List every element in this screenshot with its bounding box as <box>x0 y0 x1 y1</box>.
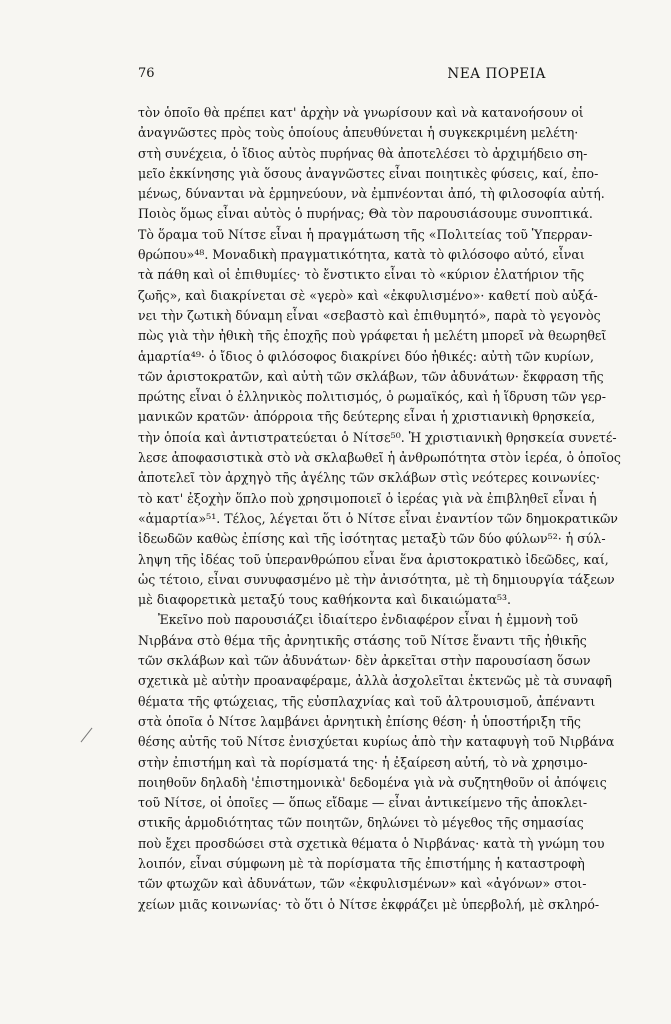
text-line: στὴ συνέχεια, ὁ ἴδιος αὐτὸς πυρήνας θὰ ἀποτελέσει τὸ ἀρχιμήδειο ση- <box>138 145 588 161</box>
text-line: Ποιὸς ὅμως εἶναι αὐτὸς ὁ πυρήνας; Θὰ τὸν παρουσιάσουμε συνοπτικά. <box>138 206 593 222</box>
text-line: τὴν ὁποία καὶ ἀντιστρατεύεται ὁ Νίτσε⁵⁰. Ἡ χριστιανικὴ θρησκεία συνετέ- <box>138 429 617 445</box>
text-line: τῶν σκλάβων καὶ τῶν ἀδυνάτων· δὲν ἀρκεῖται στὴν παρουσίαση ὅσων <box>138 653 591 669</box>
text-line: τῶν φτωχῶν καὶ ἀδυνάτων, τῶν «ἐκφυλισμένων» καὶ «ἀγόνων» στοι- <box>138 876 587 892</box>
text-line: χείων μιᾶς κοινωνίας· τὸ ὅτι ὁ Νίτσε ἐκφράζει μὲ ὑπερβολή, μὲ σκληρό- <box>138 896 600 912</box>
text-line: νει τὴν ζωτικὴ δύναμη εἶναι «σεβαστὸ καὶ ἐπιθυμητό», παρὰ τὸ γεγονὸς <box>138 307 601 323</box>
body-text <box>138 103 621 915</box>
page-header <box>138 66 546 86</box>
text-line: θέσης αὐτῆς τοῦ Νίτσε ἐνισχύεται κυρίως ἀπὸ τὴν καταφυγὴ τοῦ Νιρβάνα <box>138 734 615 750</box>
text-line: τὸ κατ' ἐξοχὴν ὅπλο ποὺ χρησιμοποιεῖ ὁ ἱερέας γιὰ νὰ ἐπιβληθεῖ εἶναι ἡ <box>138 490 597 506</box>
text-line: ζωῆς», καὶ διακρίνεται σὲ «γερὸ» καὶ «ἐκφυλισμένο»· καθετί ποὺ αὐξά- <box>138 287 598 303</box>
text-line: λοιπόν, εἶναι σύμφωνη μὲ τὰ πορίσματα τῆς ἐπιστήμης ἡ καταστροφὴ <box>138 855 585 871</box>
text-line: ποὺ ἔχει προσδώσει στὰ σχετικὰ θέματα ὁ Νιρβάνας· κατὰ τὴ γνώμη του <box>138 835 605 851</box>
text-line: ὡς τέτοιο, εἶναι συνυφασμένο μὲ τὴν ἀνισότητα, μὲ τὴ δημιουργία τάξεων <box>138 571 615 587</box>
text-line: ἀναγνῶστες πρὸς τοὺς ὁποίους ἀπευθύνεται ἡ συγκεκριμένη μελέτη· <box>138 125 579 141</box>
text-line: Νιρβάνα στὸ θέμα τῆς ἀρνητικῆς στάσης τοῦ Νίτσε ἔναντι τῆς ἠθικῆς <box>138 632 587 648</box>
text-line: ἀποτελεῖ τὸν ἀρχηγὸ τῆς ἀγέλης τῶν σκλάβων στὶς νεότερες κοινωνίες· <box>138 470 601 486</box>
text-line: ληψη τῆς ἰδέας τοῦ ὑπερανθρώπου εἶναι ἕνα ἀριστοκρατικὸ ἰδεῶδες, καί, <box>138 551 609 567</box>
text-line: θρώπου»⁴⁸. Μοναδικὴ πραγματικότητα, κατὰ τὸ φιλόσοφο αὐτό, εἶναι <box>138 247 585 263</box>
text-line: πρώτης εἶναι ὁ ἑλληνικὸς πολιτισμός, ὁ ρωμαϊκός, καὶ ἡ ἵδρυση τῶν γερ- <box>138 389 606 405</box>
text-line: μανικῶν κρατῶν· ἀπόρροια τῆς δεύτερης εἶναι ἡ χριστιανικὴ θρησκεία, <box>138 409 596 425</box>
page-number: 76 <box>138 66 155 81</box>
paragraph-first-line: Ἐκεῖνο ποὺ παρουσιάζει ἰδιαίτερο ἐνδιαφέρον εἶναι ἡ ἐμμονὴ τοῦ <box>158 612 579 628</box>
text-line: πὼς γιὰ τὴν ἠθικὴ τῆς ἐποχῆς ποὺ γράφεται ἡ μελέτη μπορεῖ νὰ θεωρηθεῖ <box>138 328 607 344</box>
text-line: τὰ πάθη καὶ οἱ ἐπιθυμίες· τὸ ἔνστικτο εἶναι τὸ «κύριον ἐλατήριον τῆς <box>138 267 585 283</box>
text-line: μεῖο ἐκκίνησης γιὰ ὅσους ἀναγνῶστες εἶναι ποιητικὲς φύσεις, καί, ἐπο- <box>138 165 599 181</box>
running-head: ΝΕΑ ΠΟΡΕΙΑ <box>447 66 546 82</box>
text-line: θέματα τῆς φτώχειας, τῆς εὐσπλαχνίας καὶ τοῦ ἀλτρουισμοῦ, ἀπέναντι <box>138 693 596 709</box>
text-line: ἁμαρτία⁴⁹· ὁ ἴδιος ὁ φιλόσοφος διακρίνει δύο ἠθικές: αὐτὴ τῶν κυρίων, <box>138 348 594 364</box>
text-line: λεσε ἀποφασιστικὰ στὸ νὰ σκλαβωθεῖ ἡ ἀνθρωπότητα στὸν ἱερέα, ὁ ὁποῖος <box>138 450 621 466</box>
paragraph-last-line: μὲ διαφορετικὰ μεταξύ τους καθήκοντα καὶ δικαιώματα⁵³. <box>138 592 511 608</box>
text-line: τῶν ἀριστοκρατῶν, καὶ αὐτὴ τῶν σκλάβων, τῶν ἀδυνάτων· ἔκφραση τῆς <box>138 368 604 384</box>
text-line: στικῆς ἁρμοδιότητας τῶν ποιητῶν, δηλώνει τὸ μέγεθος τῆς σημασίας <box>138 815 584 831</box>
text-line: σχετικὰ μὲ αὐτὴν προαναφέραμε, ἀλλὰ ἀσχολεῖται ἐκτενῶς μὲ τὰ συναφῆ <box>138 673 612 689</box>
text-line: ποιηθοῦν δηλαδὴ 'ἐπιστημονικὰ' δεδομένα γιὰ νὰ συζητηθοῦν οἱ ἀπόψεις <box>138 774 607 790</box>
text-line: ἰδεωδῶν καθὼς ἐπίσης καὶ τῆς ἰσότητας μεταξὺ τῶν δύο φύλων⁵²· ἡ σύλ- <box>138 531 606 547</box>
text-line: τοῦ Νίτσε, οἱ ὁποῖες — ὅπως εἴδαμε — εἶναι ἀντικείμενο τῆς ἀποκλει- <box>138 795 588 811</box>
text-line: τὸν ὁποῖο θὰ πρέπει κατ' ἀρχὴν νὰ γνωρίσουν καὶ νὰ κατανοήσουν οἱ <box>138 105 584 120</box>
text-line: «ἁμαρτία»⁵¹. Τέλος, λέγεται ὅτι ὁ Νίτσε εἶναι ἐναντίον τῶν δημοκρατικῶν <box>138 510 618 526</box>
text-line: στὴν ἐπιστήμη καὶ τὰ πορίσματά της· ἡ ἐξαίρεση αὐτή, τὸ νὰ χρησιμο- <box>138 754 588 770</box>
pencil-margin-mark <box>81 728 93 743</box>
text-line: Τὸ ὅραμα τοῦ Νίτσε εἶναι ἡ πραγμάτωση τῆς «Πολιτείας τοῦ Ὑπερραν- <box>138 226 593 242</box>
text-line: μένως, δύνανται νὰ ἑρμηνεύουν, νὰ ἐμπνέονται ἀπό, τὴ φιλοσοφία αὐτή. <box>138 186 605 202</box>
text-line: στὰ ὁποῖα ὁ Νίτσε λαμβάνει ἀρνητικὴ ἐπίσης θέση· ἡ ὑποστήριξη τῆς <box>138 713 581 729</box>
